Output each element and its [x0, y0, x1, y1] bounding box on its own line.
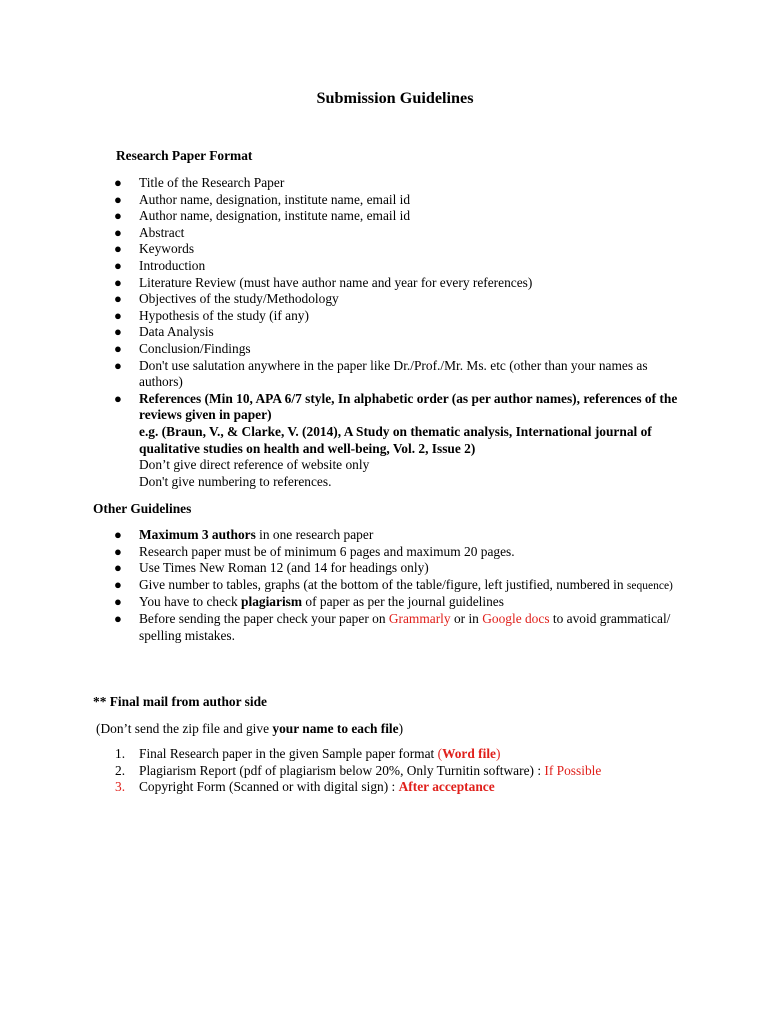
list-item: ● Give number to tables, graphs (at the bottom of the table/figure, left justified, numbered in sequence) — [114, 576, 673, 592]
list-item: ● Title of the Research Paper — [114, 175, 285, 190]
list-item: ● Author name, designation, institute name, email id — [114, 191, 411, 207]
bullet-icon: ● — [114, 191, 122, 207]
bullet-icon: ● — [114, 576, 122, 592]
bullet-icon: ● — [114, 560, 122, 576]
final-mail-list — [115, 746, 739, 796]
word-file-text: Word file — [442, 746, 496, 761]
bullet-icon: ● — [114, 594, 122, 610]
bullet-icon: ● — [114, 257, 122, 273]
list-item: ● Before sending the paper check your paper on Grammarly or in Google docs to avoid grammatical/ spelling mistakes. — [114, 610, 671, 643]
references-rule: References (Min 10, APA 6/7 style, In alphabetic order (as per author names), references of the reviews given in paper) — [139, 390, 678, 423]
list-item: ● Literature Review (must have author name and year for every references) — [114, 274, 533, 290]
max-authors-text: Maximum 3 authors — [139, 527, 256, 542]
list-item: ● Keywords — [114, 241, 195, 257]
bullet-icon: ● — [114, 390, 122, 406]
bullet-icon: ● — [114, 291, 122, 307]
other-guidelines-heading: Other Guidelines — [93, 501, 192, 516]
references-note: Don’t give direct reference of website only — [139, 457, 370, 473]
bullet-icon: ● — [114, 610, 122, 626]
final-mail-heading: ** Final mail from author side — [93, 694, 267, 709]
list-item: 2. Plagiarism Report (pdf of plagiarism below 20%, Only Turnitin software) : If Possible — [115, 762, 602, 778]
references-note: Don't give numbering to references. — [139, 473, 332, 489]
if-possible-text: If Possible — [544, 762, 602, 778]
bullet-icon: ● — [114, 340, 122, 356]
bullet-icon: ● — [114, 543, 122, 559]
bullet-icon: ● — [114, 307, 122, 323]
list-item: ● Objectives of the study/Methodology — [114, 291, 339, 307]
list-item: ● Hypothesis of the study (if any) — [114, 307, 309, 323]
list-item: ● Don't use salutation anywhere in the paper like Dr./Prof./Mr. Ms. etc (other than your names as authors) — [114, 357, 648, 390]
list-item: ● Abstract — [114, 224, 185, 240]
list-item: ● Maximum 3 authors in one research paper — [114, 527, 374, 542]
bullet-icon: ● — [114, 241, 122, 257]
final-mail-note: (Don’t send the zip file and give your name to each file) — [96, 721, 404, 736]
references-example: e.g. (Braun, V., & Clarke, V. (2014), A Study on thematic analysis, International journal of qualitative studies on health and well-being, Vol. 2, Issue 2) — [139, 423, 652, 456]
research-format-heading: Research Paper Format — [116, 148, 253, 163]
list-item: ● Author name, designation, institute name, email id — [114, 208, 411, 224]
list-item: 3. Copyright Form (Scanned or with digital sign) : After acceptance — [115, 779, 495, 795]
plagiarism-text: plagiarism — [241, 594, 303, 610]
references-item — [114, 390, 684, 491]
bullet-icon: ● — [114, 224, 122, 240]
google-docs-text: Google docs — [482, 610, 550, 626]
bullet-icon: ● — [114, 208, 122, 224]
list-item: ● Data Analysis — [114, 324, 214, 340]
list-item: ● Conclusion/Findings — [114, 340, 251, 356]
list-item: ● You have to check plagiarism of paper as per the journal guidelines — [114, 594, 504, 610]
list-item: ● Use Times New Roman 12 (and 14 for headings only) — [114, 560, 429, 576]
list-item: ● Introduction — [114, 257, 206, 273]
bullet-icon: ● — [114, 357, 122, 373]
research-format-list — [114, 175, 684, 490]
bullet-icon: ● — [114, 274, 122, 290]
bullet-icon: ● — [114, 324, 122, 340]
bullet-icon: ● — [114, 527, 122, 542]
grammarly-text: Grammarly — [388, 610, 451, 626]
list-item: 1. Final Research paper in the given Sample paper format (Word file) — [115, 746, 501, 761]
bullet-icon: ● — [114, 175, 122, 190]
list-item: ● Research paper must be of minimum 6 pages and maximum 20 pages. — [114, 543, 515, 559]
page-title: Submission Guidelines — [316, 89, 474, 107]
other-guidelines-list — [114, 527, 684, 644]
name-each-file-text: your name to each file — [272, 721, 399, 736]
after-acceptance-text: After acceptance — [398, 779, 495, 795]
